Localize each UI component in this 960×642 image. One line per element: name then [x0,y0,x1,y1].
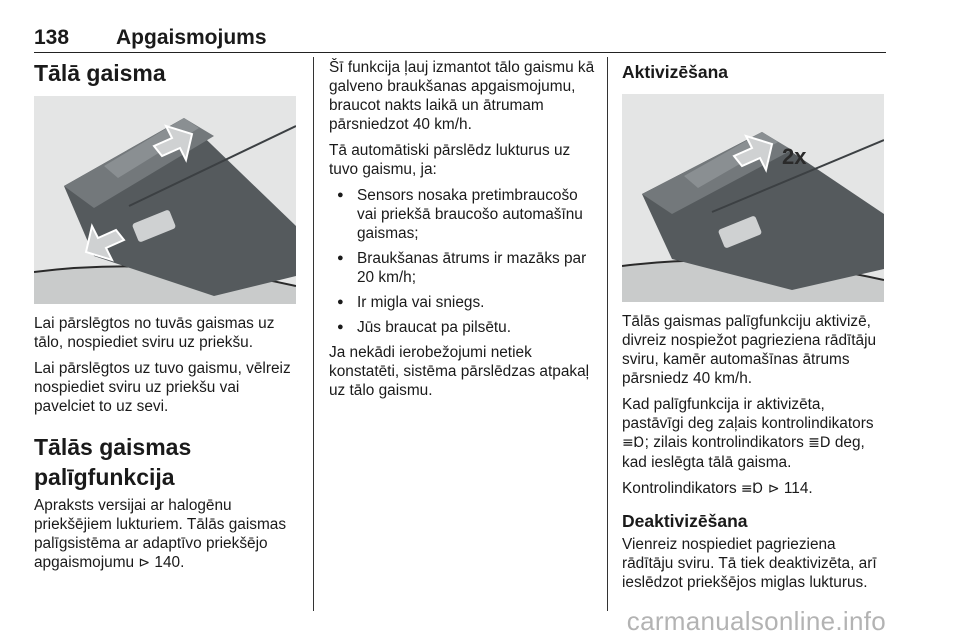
body-paragraph: Vienreiz nospiediet pagrieziena rādītāju sviru. Tā tiek deaktivizēta, arī ieslēdzot priekšējos miglas lukturus. [622,536,877,591]
section-heading: Tālā gaisma [34,60,166,86]
list-item: ● Braukšanas ātrums ir mazāks par 20 km/h; [329,249,597,287]
body-paragraph: Tālās gaismas palīgfunkciju aktivizē, divreiz nospiežot pagrieziena rādītāju sviru, kamēr automašīnas ātrums pārsniedz 40 km/h. [622,313,877,387]
subsection-heading: Aktivizēšana [622,62,729,82]
watermark: carmanualsonline.info [626,606,886,636]
green-indicator-icon: ≡Ɒ [622,435,645,451]
instruction-paragraph: Lai pārslēgtos uz tuvo gaismu, vēlreiz nospiediet sviru uz priekšu vai pavelciet to uz sevi. [34,360,291,415]
body-paragraph: Šī funkcija ļauj izmantot tālo gaismu kā galveno braukšanas apgaismojumu, braucot nakts laikā un ātrumam pārsniedzot 40 km/h. [329,59,595,133]
column-1 [34,58,302,580]
page-number: 138 [34,26,70,49]
page-header [34,26,886,53]
reference-text: Kontrolindikators [622,480,737,497]
blue-indicator-icon: ≣D [808,435,831,451]
page-reference-link[interactable]: 140. [154,554,185,571]
column-divider [607,57,608,611]
column-3 [622,58,890,599]
section-heading: Tālās gaismas palīgfunkcija [34,434,192,490]
list-item: ● Jūs braucat pa pilsētu. [329,318,597,337]
description-text: Apraksts versijai ar halogēnu priekšējiem lukturiem. Tālās gaismas palīgsistēma ar adaptīvo priekšējo apgaismojumu [34,497,287,571]
subsection-heading: Deaktivizēšana [622,511,748,531]
list-item: ● Sensors nosaka pretimbraucošo vai priekšā braucošo automašīnu gaismas; [329,186,597,243]
indicator-reference [622,479,890,499]
condition-list [329,186,597,337]
indicator-text: ; zilais kontrolindikators [644,434,804,451]
list-item: ● Ir migla vai sniegs. [329,293,597,312]
press-count-label: 2x [782,144,807,169]
column-2 [329,58,597,407]
page-reference-link[interactable]: 114. [783,480,813,497]
green-indicator-icon: ≡Ɒ [740,481,764,497]
column-divider [313,57,314,611]
page-reference-icon: ⊳ [138,555,151,571]
indicator-paragraph [622,395,890,472]
body-paragraph: Ja nekādi ierobežojumi netiek konstatēti, sistēma pārslēdzas atpakaļ uz tālo gaismu. [329,344,590,399]
chapter-title: Apgaismojums [116,26,267,49]
page-reference-icon: ⊳ [767,481,780,497]
stalk-push-pull-illustration [34,96,296,304]
indicator-text: Kad palīgfunkcija ir aktivizēta, pastāvīgi deg zaļais kontrolindikators [622,396,874,432]
indicator-text: deg, kad ieslēgta tālā gaisma. [622,434,865,471]
description-paragraph [34,496,302,573]
instruction-paragraph: Lai pārslēgtos no tuvās gaismas uz tālo, nospiediet sviru uz priekšu. [34,315,275,351]
body-paragraph: Tā automātiski pārslēdz lukturus uz tuvo gaismu, ja: [329,142,571,178]
stalk-double-push-illustration [622,94,884,302]
